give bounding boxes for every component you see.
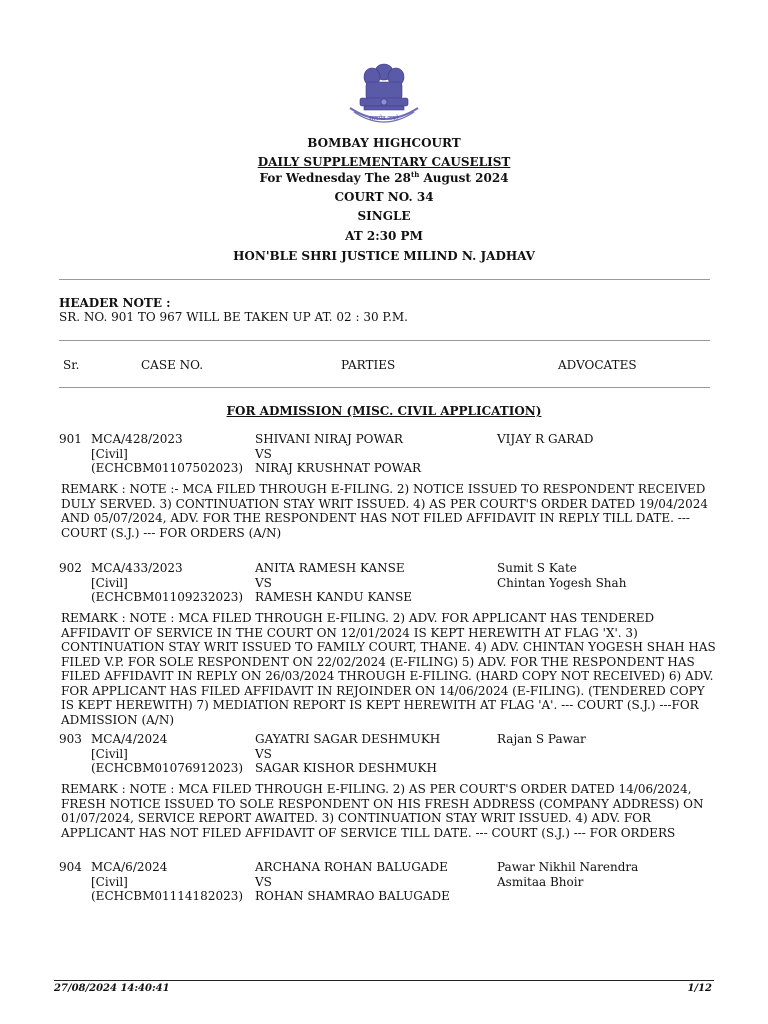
court-name: BOMBAY HIGHCOURT <box>307 136 461 150</box>
case-serial: 904 <box>59 860 82 874</box>
case-number: MCA/6/2024 [Civil] (ECHCBM01114182023) <box>91 860 244 903</box>
list-date: For Wednesday The 28th August 2024 <box>259 170 509 185</box>
header-note-heading: HEADER NOTE : <box>59 296 171 310</box>
case-number: MCA/428/2023 [Civil] (ECHCBM01107502023) <box>91 432 244 475</box>
case-number: MCA/433/2023 [Civil] (ECHCBM01109232023) <box>91 561 244 604</box>
section-title: FOR ADMISSION (MISC. CIVIL APPLICATION) <box>226 404 542 418</box>
state-emblem-logo <box>344 60 424 128</box>
case-remark: REMARK : NOTE : MCA FILED THROUGH E-FILING. 2) AS PER COURT'S ORDER DATED 14/06/2024, FRESH NOTICE ISSUED TO SOLE RESPONDENT ON HIS FRESH ADDRESS (COMPANY ADDRESS) ON 01/07/2024, SERVICE REPORT AWAITED. 3) CONTINUATION STAY WRIT ISSUED. 4) ADV. FOR APPLICANT HAS NOT FILED AFFIDAVIT OF SERVICE TILL DATE. --- COURT (S.J.) --- FOR ORDERS <box>61 782 704 840</box>
case-advocates: Pawar Nikhil Narendra Asmitaa Bhoir <box>497 860 639 889</box>
case-serial: 903 <box>59 732 82 746</box>
case-advocates: Sumit S Kate Chintan Yogesh Shah <box>497 561 627 590</box>
case-advocates: Rajan S Pawar <box>497 732 586 746</box>
case-serial: 902 <box>59 561 82 575</box>
case-parties: SHIVANI NIRAJ POWAR VS NIRAJ KRUSHNAT POWAR <box>255 432 422 475</box>
case-parties: ANITA RAMESH KANSE VS RAMESH KANDU KANSE <box>255 561 413 604</box>
divider <box>59 340 710 341</box>
case-number: MCA/4/2024 [Civil] (ECHCBM01076912023) <box>91 732 244 775</box>
case-serial: 901 <box>59 432 82 446</box>
header-note <box>59 296 408 324</box>
page-footer <box>54 980 714 994</box>
case-parties: ARCHANA ROHAN BALUGADE VS ROHAN SHAMRAO BALUGADE <box>255 860 450 903</box>
divider <box>59 387 710 388</box>
print-timestamp: 27/08/2024 14:40:41 <box>54 983 170 994</box>
page-number: 1/12 <box>687 983 712 994</box>
column-header-case-no: CASE NO. <box>141 358 204 372</box>
column-header-advocates: ADVOCATES <box>558 358 637 372</box>
case-remark: REMARK : NOTE :- MCA FILED THROUGH E-FILING. 2) NOTICE ISSUED TO RESPONDENT RECEIVED DULY SERVED. 3) CONTINUATION STAY WRIT ISSUED. 4) AS PER COURT'S ORDER DATED 19/04/2024 AND 05/07/2024, ADV. FOR THE RESPONDENT HAS NOT FILED AFFIDAVIT IN REPLY TILL DATE. --- COURT (S.J.) --- FOR ORDERS (A/N) <box>61 482 709 540</box>
case-remark: REMARK : NOTE : MCA FILED THROUGH E-FILING. 2) ADV. FOR APPLICANT HAS TENDERED AFFIDAVIT OF SERVICE IN THE COURT ON 12/01/2024 IS KEPT HEREWITH AT FLAG 'X'. 3) CONTINUATION STAY WRIT ISSUED TO FAMILY COURT, THANE. 4) ADV. CHINTAN YOGESH SHAH HAS FILED V.P. FOR SOLE RESPONDENT ON 22/02/2024 (E-FILING) 5) ADV. FOR THE RESPONDENT HAS FILED AFFIDAVIT IN REPLY ON 26/03/2024 THROUGH E-FILING. (HARD COPY NOT RECEIVED) 6) ADV. FOR APPLICANT HAS FILED AFFIDAVIT IN REJOINDER ON 14/06/2024 (E-FILING). (TENDERED COPY IS KEPT HEREWITH) 7) MEDIATION REPORT IS KEPT HEREWITH AT FLAG 'A'. --- COURT (S.J.) ---FOR ADMISSION (A/N) <box>61 611 716 727</box>
header-note-text: SR. NO. 901 TO 967 WILL BE TAKEN UP AT. 02 : 30 P.M. <box>59 310 408 324</box>
case-advocates: VIJAY R GARAD <box>497 432 594 446</box>
case-parties: GAYATRI SAGAR DESHMUKH VS SAGAR KISHOR DESHMUKH <box>255 732 441 775</box>
column-header-parties: PARTIES <box>341 358 396 372</box>
list-title: DAILY SUPPLEMENTARY CAUSELIST <box>257 155 511 169</box>
sitting-time: AT 2:30 PM <box>345 229 423 243</box>
court-number: COURT NO. 34 <box>334 190 434 204</box>
bench-type: SINGLE <box>357 209 411 223</box>
divider <box>59 279 710 280</box>
emblem-motto: सत्यमेव जयते <box>369 115 399 122</box>
judge-name: HON'BLE SHRI JUSTICE MILIND N. JADHAV <box>233 249 535 263</box>
column-header-sr: Sr. <box>63 358 80 372</box>
